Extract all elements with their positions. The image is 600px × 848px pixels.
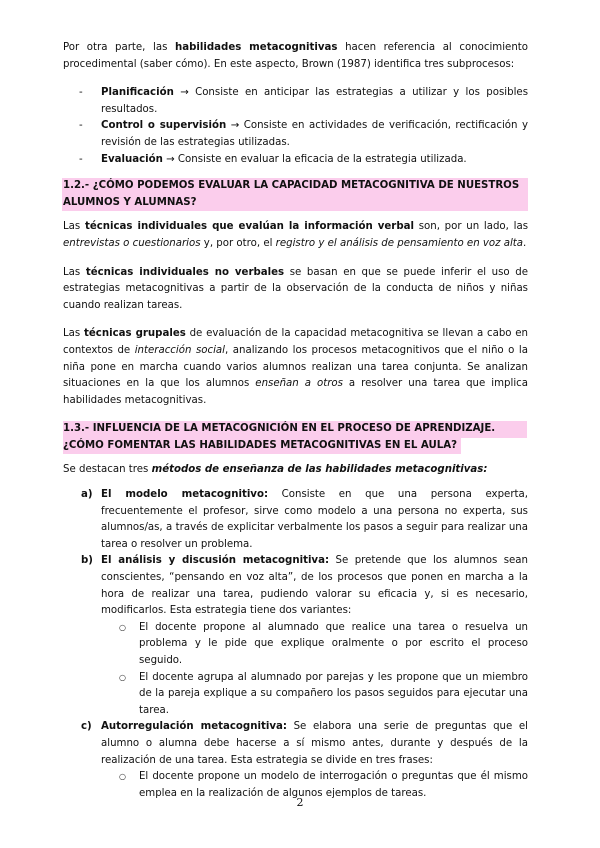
text: y, por otro, el xyxy=(200,237,276,249)
metodo-item-b xyxy=(81,553,528,719)
text: Se elabora una serie de preguntas que el alumno o alumna debe hacerse a sí mismo antes, durante y después de la realización de una tarea. Esta estrategia se divide en tres frases: xyxy=(101,721,529,766)
text: a resolver una tarea que implica habilidades metacognitivas. xyxy=(63,378,528,406)
italic-term: registro y el análisis de pensamiento en voz alta xyxy=(275,237,524,249)
bold-term: técnicas individuales no verbales xyxy=(85,266,285,278)
bold-italic-term: métodos de enseñanza de las habilidades metacognitivas: xyxy=(151,464,488,476)
metodos-intro xyxy=(63,462,528,479)
text: Las xyxy=(63,221,85,233)
heading-line: ALUMNOS Y ALUMNAS? xyxy=(63,195,197,212)
paragraph-verbal xyxy=(63,219,528,252)
text: hacen referencia al conocimiento procedimental (saber cómo). En este aspecto, Brown (1987) identifica tres subprocesos: xyxy=(63,42,529,70)
italic-term: entrevistas o cuestionarios xyxy=(63,237,201,249)
bold-term: El análisis y discusión metacognitiva: xyxy=(101,555,330,567)
paragraph-no-verbal xyxy=(63,265,528,315)
document-page xyxy=(63,40,528,802)
list-item-evaluacion xyxy=(101,152,528,169)
bold-term: Control o supervisión xyxy=(101,120,227,132)
heading-line: 1.3.- INFLUENCIA DE LA METACOGNICIÓN EN EL PROCESO DE APRENDIZAJE. xyxy=(63,421,527,438)
page-number: 2 xyxy=(296,796,304,809)
metodo-item-c xyxy=(81,719,529,802)
metodos-list xyxy=(63,487,528,802)
text: . xyxy=(523,237,527,249)
sub-list-item: ○ El docente propone al alumnado que realice una tarea o resuelva un problema y le pide que explique oralmente o por escrito el proceso seguido. xyxy=(139,620,528,670)
variantes-list xyxy=(101,620,528,720)
bold-term: Autorregulación metacognitiva: xyxy=(101,721,287,733)
text: Se destacan tres xyxy=(63,464,152,476)
heading-line: 1.2.- ¿CÓMO PODEMOS EVALUAR LA CAPACIDAD METACOGNITIVA DE NUESTROS xyxy=(63,180,520,192)
list-marker: b) xyxy=(81,555,93,567)
sub-list-item: ○ El docente agrupa al alumnado por parejas y les propone que un miembro de la pareja explique a su compañero los pasos seguidos para ejecutar una tarea. xyxy=(139,670,528,720)
bold-term: El modelo metacognitivo: xyxy=(101,489,269,501)
list-item-control xyxy=(101,118,528,151)
subprocesos-list xyxy=(63,85,528,168)
heading-line: ¿CÓMO FOMENTAR LAS HABILIDADES METACOGNITIVAS EN EL AULA? xyxy=(63,438,461,455)
text: Las xyxy=(63,266,86,278)
bold-term: habilidades metacognitivas xyxy=(174,42,338,53)
bold-term: técnicas grupales xyxy=(84,328,186,340)
text: se basan en que se puede inferir el uso de estrategias metacognitivas a partir de la observación de la conducta de niños y niñas cuando realizan tareas. xyxy=(63,266,528,311)
list-item-planificacion xyxy=(101,85,528,118)
metodo-item-a xyxy=(81,487,528,553)
text: Se pretende que los alumnos sean conscientes, “pensando en voz alta”, de los procesos que ponen en marcha a la hora de realizar una tarea, pudiendo valorar su eficacia y, si es necesario, modificarlos. Esta estrategia tiene dos variantes: xyxy=(101,555,528,617)
paragraph-grupales xyxy=(63,326,528,409)
bold-term: Planificación xyxy=(101,87,174,99)
list-marker: a) xyxy=(81,489,93,501)
text: son, por un lado, las xyxy=(414,221,528,233)
intro-paragraph xyxy=(63,40,528,73)
text: → Consiste en actividades de verificación, rectificación y revisión de las estrategias utilizadas. xyxy=(101,120,528,148)
text: Consiste en que una persona experta, frecuentemente el profesor, sirve como modelo a una persona no experta, sus alumnos/as, a través de explicitar verbalmente los pasos a seguir para realizar una tarea o resolver un problema. xyxy=(101,489,528,550)
text: Las xyxy=(63,328,84,340)
italic-term: interacción social xyxy=(134,344,225,356)
text: Por otra parte, las xyxy=(63,42,175,53)
text: , analizando los procesos metacognitivos que el niño o la niña pone en marcha cuando varios alumnos realizan una tarea conjunta. Se analizan situaciones en la que los alumnos xyxy=(63,344,528,390)
text: → Consiste en evaluar la eficacia de la estrategia utilizada. xyxy=(162,153,467,165)
section-heading-1-2 xyxy=(62,178,528,211)
text: de evaluación de la capacidad metacognitiva se llevan a cabo en contextos de xyxy=(63,328,529,356)
bold-term: Evaluación xyxy=(101,153,163,165)
sub-list-item: ○ El docente propone un modelo de interrogación o preguntas que él mismo emplea en la realización de algunos ejemplos de tareas. xyxy=(139,769,528,802)
text: → Consiste en anticipar las estrategias a utilizar y los posibles resultados. xyxy=(101,87,528,115)
bold-term: técnicas individuales que evalúan la información verbal xyxy=(84,221,414,233)
italic-term: enseñan a otros xyxy=(255,378,343,390)
section-heading-1-3 xyxy=(62,421,528,454)
list-marker: c) xyxy=(81,721,92,733)
